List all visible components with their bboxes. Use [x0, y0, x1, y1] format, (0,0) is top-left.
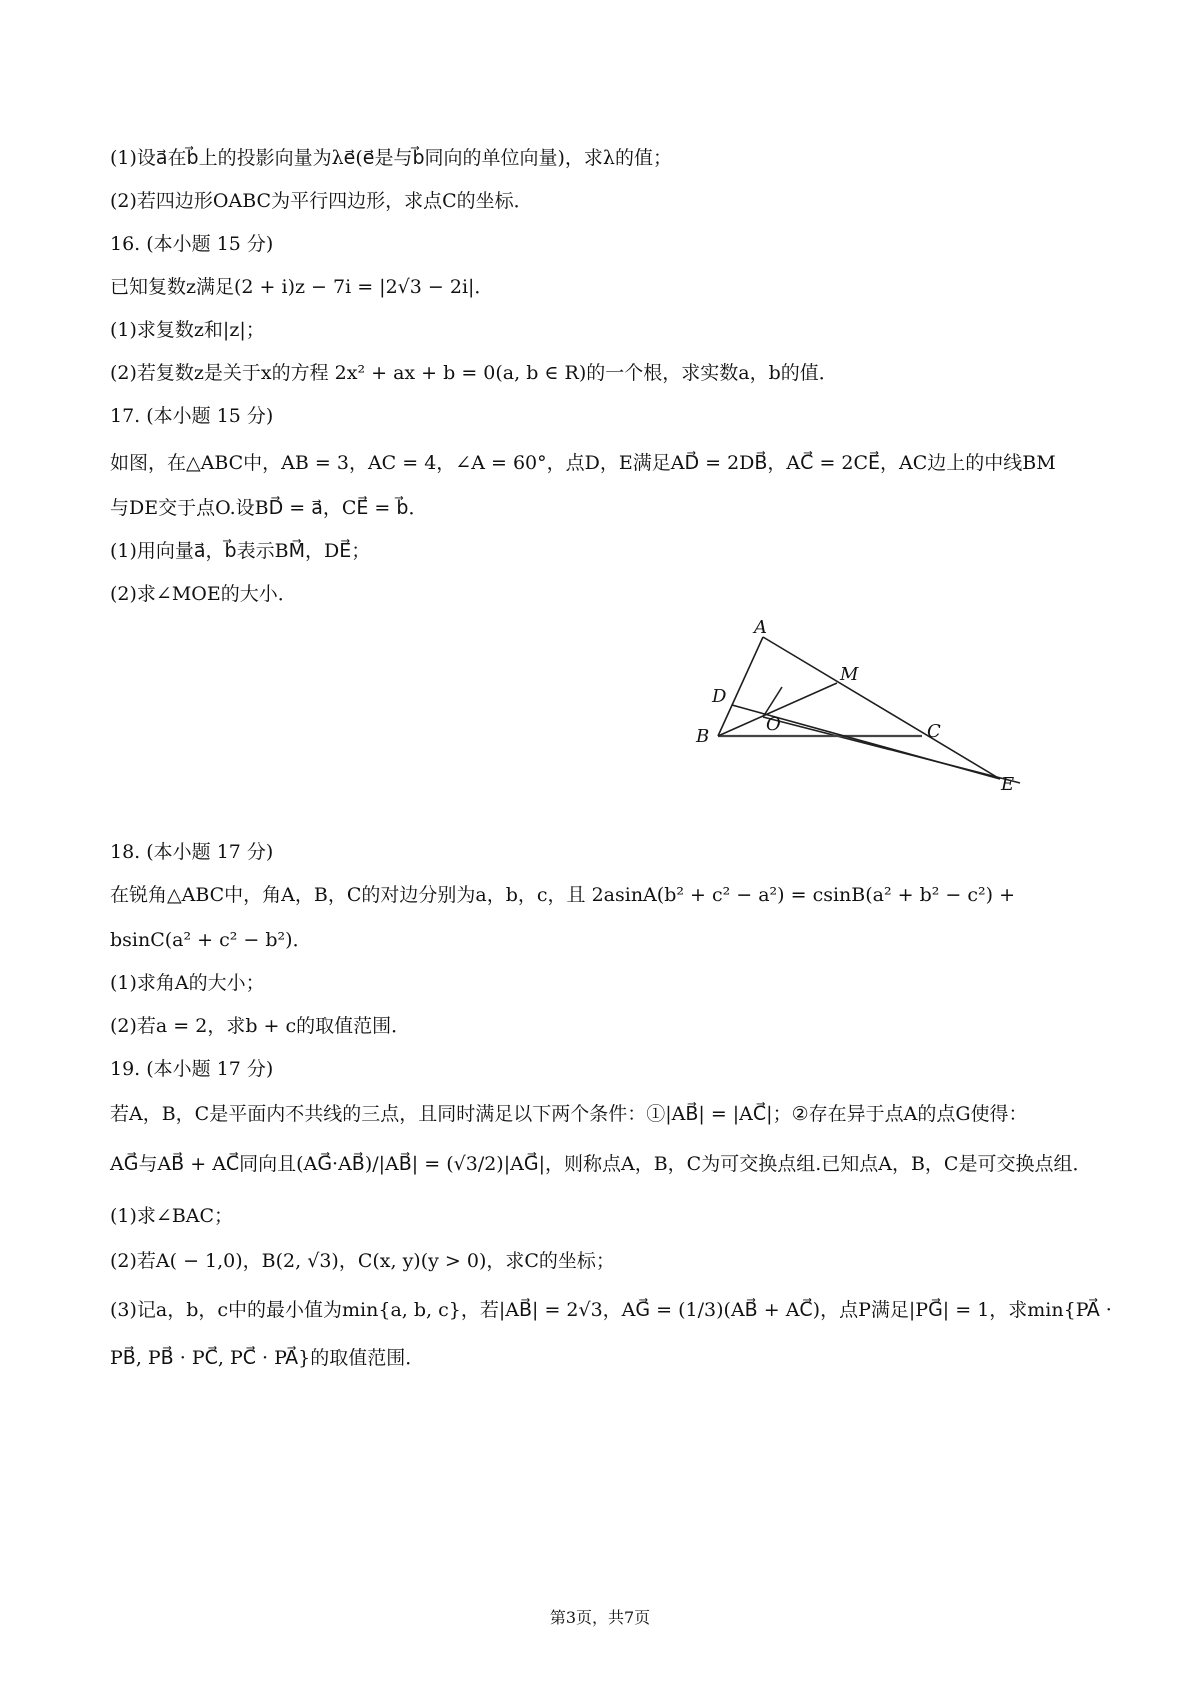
q18-part1: (1)求角A的大小；: [110, 972, 265, 994]
q18-stem-line1: 在锐角△ABC中，角A，B，C的对边分别为a，b，c，且 2asinA(b² + c² − a²) = csinB(a² + b² − c²) +: [110, 884, 1016, 906]
page-footer: 第3页，共7页: [549, 1608, 651, 1627]
triangle-figure: [696, 617, 1120, 865]
q16-stem: 已知复数z满足(2 + i)z − 7i = |2√3 − 2i|．: [110, 276, 494, 298]
q16-header: 16. (本小题 15 分): [110, 233, 274, 255]
q19-header: 19. (本小题 17 分): [110, 1058, 274, 1080]
q15-part2: (2)若四边形OABC为平行四边形，求点C的坐标．: [110, 190, 533, 212]
q17-header: 17. (本小题 15 分): [110, 405, 274, 427]
q17-part2: (2)求∠MOE的大小．: [110, 583, 297, 605]
label-o: O: [766, 714, 781, 735]
q18-part2: (2)若a = 2，求b + c的取值范围．: [110, 1015, 411, 1037]
q19-part2: (2)若A( − 1,0)，B(2, √3)，C(x, y)(y > 0)，求C的坐标；: [110, 1250, 615, 1272]
q15-part1: (1)设a⃗在b⃗上的投影向量为λe⃗(e⃗是与b⃗同向的单位向量)，求λ的值；: [110, 147, 672, 169]
q19-stem-line1: 若A，B，C是平面内不共线的三点，且同时满足以下两个条件：①|AB⃗| = |AC⃗|；②存在异于点A的点G使得：: [110, 1103, 1028, 1125]
label-b: B: [696, 726, 710, 747]
label-e: E: [1001, 774, 1015, 795]
q18-header: 18. (本小题 17 分): [110, 841, 274, 863]
figure-line-ae: [763, 637, 1000, 779]
q19-stem-line2: AG⃗与AB⃗ + AC⃗同向且(AG⃗·AB⃗)/|AB⃗| = (√3/2)|AG⃗|，则称点A，B，C为可交换点组.已知点A，B，C是可交换点组．: [110, 1153, 1092, 1175]
label-m: M: [840, 664, 859, 685]
q16-part2: (2)若复数z是关于x的方程 2x² + ax + b = 0(a, b ∈ R)的一个根，求实数a，b的值．: [110, 362, 838, 384]
q19-part3-line1: (3)记a，b，c中的最小值为min{a, b, c}，若|AB⃗| = 2√3，AG⃗ = (1/3)(AB⃗ + AC⃗)，点P满足|PG⃗| = 1，求min{PA⃗ ·: [110, 1299, 1112, 1321]
q17-stem-line1: 如图，在△ABC中，AB = 3，AC = 4，∠A = 60°，点D，E满足AD⃗ = 2DB⃗，AC⃗ = 2CE⃗，AC边上的中线BM: [110, 452, 1056, 474]
q17-part1: (1)用向量a⃗，b⃗表示BM⃗，DE⃗；: [110, 540, 371, 562]
q16-part1: (1)求复数z和|z|；: [110, 319, 265, 341]
q17-stem-line2: 与DE交于点O.设BD⃗ = a⃗，CE⃗ = b⃗．: [110, 497, 428, 519]
q19-part1: (1)求∠BAC；: [110, 1205, 234, 1227]
label-d: D: [712, 686, 727, 707]
label-a: A: [754, 617, 767, 638]
label-c: C: [927, 721, 941, 742]
q18-stem-line2: bsinC(a² + c² − b²)．: [110, 929, 312, 951]
q19-part3-line2: PB⃗, PB⃗ · PC⃗, PC⃗ · PA⃗}的取值范围．: [110, 1347, 425, 1369]
